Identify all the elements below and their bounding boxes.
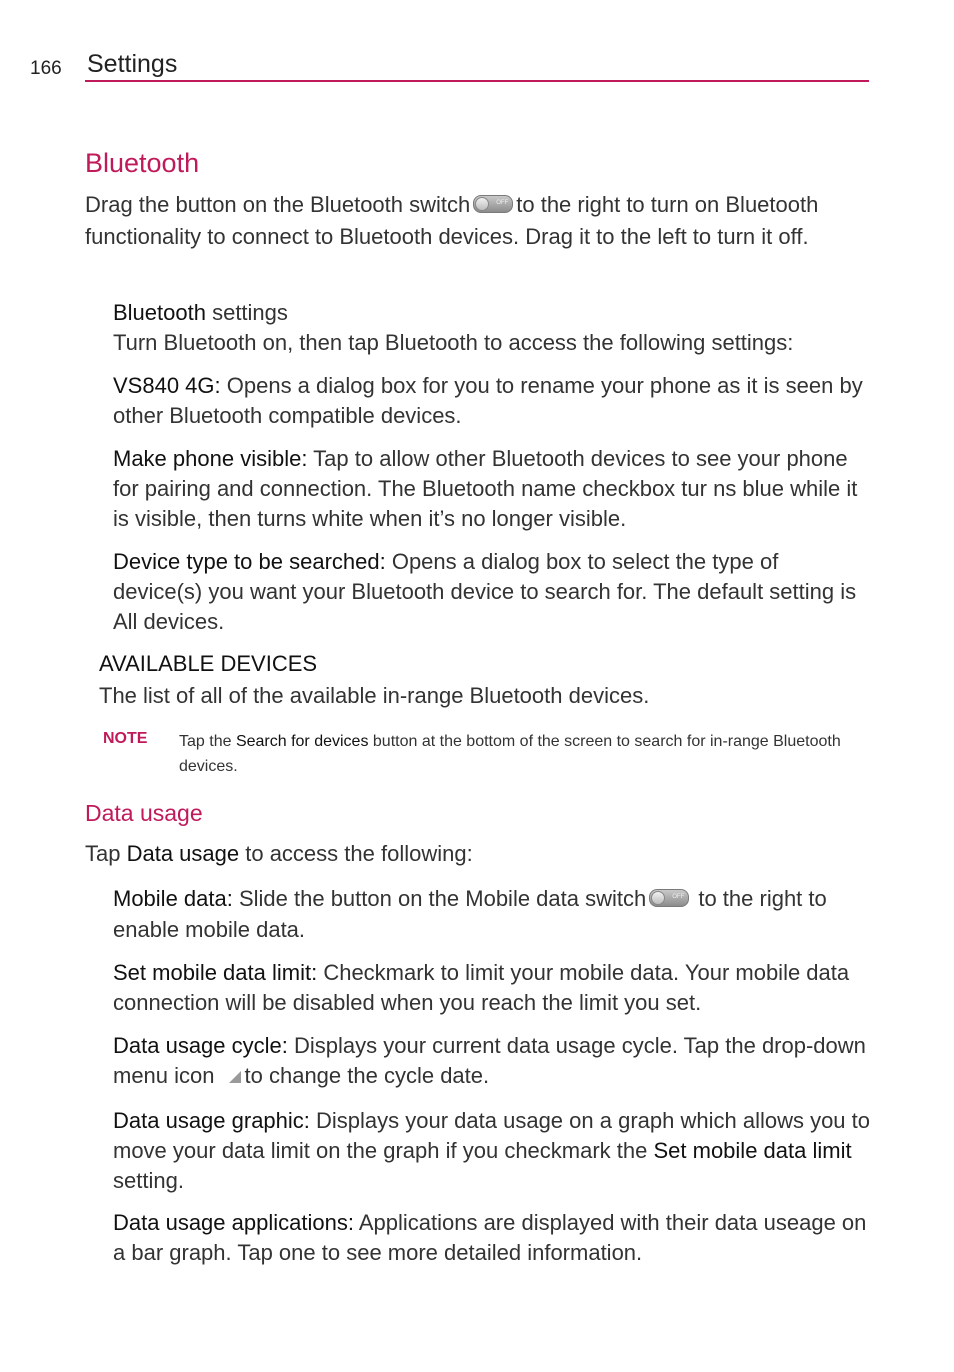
note-text: Tap the Search for devices button at the bottom of the screen to search for in-range Bluetooth devices. bbox=[179, 733, 841, 775]
dropdown-menu-icon bbox=[229, 1071, 241, 1083]
available-devices-desc: The list of all of the available in-range Bluetooth devices. bbox=[99, 683, 650, 708]
available-devices-title: AVAILABLE DEVICES bbox=[99, 651, 318, 676]
data-usage-graphic-item: Data usage graphic: Displays your data usage on a graph which allows you to move your data limit on the graph if you checkmark the Set mobile data limit setting. bbox=[113, 1108, 871, 1193]
bluetooth-heading: Bluetooth bbox=[85, 148, 200, 178]
bluetooth-switch-icon: OFF bbox=[473, 195, 513, 213]
data-usage-cycle-item: Data usage cycle: Displays your current data usage cycle. Tap the drop-down menu icon to change the cycle date. bbox=[113, 1033, 866, 1088]
setting-make-visible: Make phone visible: Tap to allow other Bluetooth devices to see your phone for pairing and connection. The Bluetooth name checkbox tur ns blue while it is visible, then turns white when it’s no longer visible. bbox=[113, 446, 858, 531]
data-usage-intro: Tap Data usage to access the following: bbox=[85, 841, 473, 866]
setting-device-type: Device type to be searched: Opens a dialog box to select the type of device(s) you want your Bluetooth device to search for. The default setting is All devices. bbox=[113, 549, 857, 634]
data-usage-apps-item: Data usage applications: Applications are displayed with their data useage on a bar graph. Tap one to see more detailed information. bbox=[113, 1210, 867, 1265]
bluetooth-settings-title: Bluetooth settings bbox=[113, 300, 288, 325]
mobile-data-switch-icon: OFF bbox=[649, 889, 689, 907]
set-data-limit-item: Set mobile data limit: Checkmark to limit your mobile data. Your mobile data connection will be disabled when you reach the limit you set. bbox=[113, 960, 850, 1015]
page-title: Settings bbox=[87, 50, 178, 78]
note-label: NOTE bbox=[103, 730, 148, 747]
data-usage-heading: Data usage bbox=[85, 800, 203, 826]
setting-vs840: VS840 4G: Opens a dialog box for you to rename your phone as it is seen by other Bluetooth compatible devices. bbox=[113, 373, 863, 428]
header-rule bbox=[85, 80, 869, 82]
bluetooth-settings-intro: Turn Bluetooth on, then tap Bluetooth to access the following settings: bbox=[113, 330, 794, 355]
bluetooth-intro: Drag the button on the Bluetooth switch OFF to the right to turn on Bluetooth functionality to connect to Bluetooth devices. Drag it to the left to turn it off. bbox=[85, 192, 819, 249]
mobile-data-item: Mobile data: Slide the button on the Mobile data switch OFF to the right to enable mobile data. bbox=[113, 886, 827, 942]
page-number: 166 bbox=[30, 58, 62, 79]
